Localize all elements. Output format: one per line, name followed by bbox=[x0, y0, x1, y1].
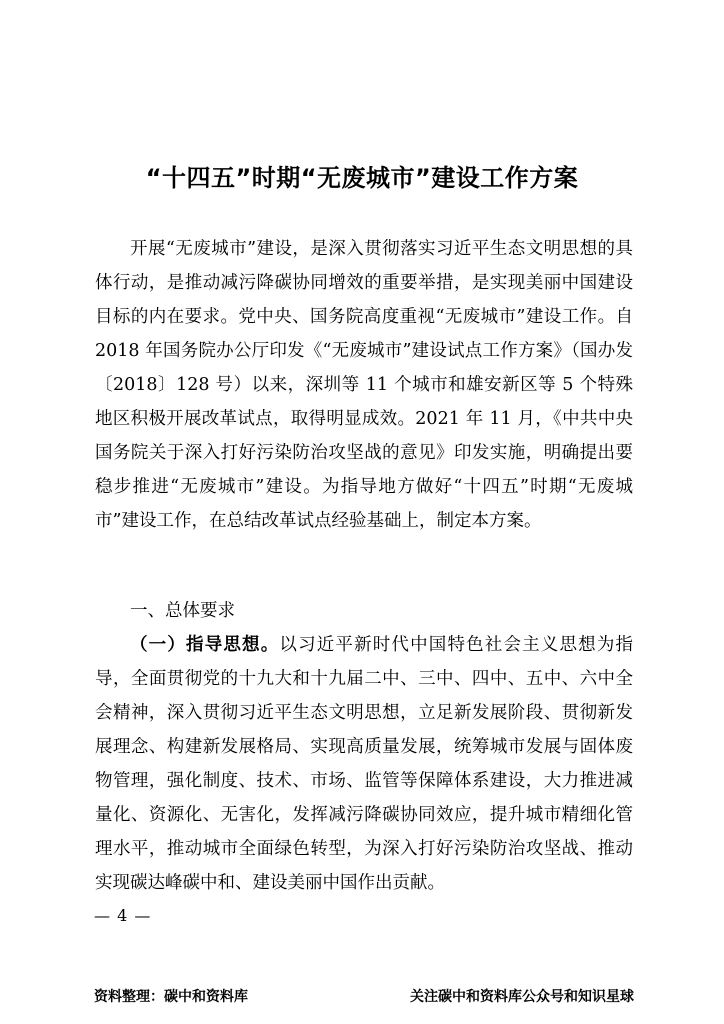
subsection-lead: （一）指导思想。 bbox=[130, 635, 280, 655]
footer-follow-note: 关注碳中和资料库公众号和知识星球 bbox=[410, 989, 634, 1005]
subsection-text: 以习近平新时代中国特色社会主义思想为指导，全面贯彻党的十九大和十九届二中、三中、四中、五中、六中全会精神，深入贯彻习近平生态文明思想，立足新发展阶段、贯彻新发展理念、构建新发展格局、实现高质量发展，统筹城市发展与固体废物管理，强化制度、技术、市场、监管等保障体系建设，大力推进减量化、资源化、无害化，发挥减污降碳协同效应，提升城市精细化管理水平，推动城市全面绿色转型，为深入打好污染防治攻坚战、推动实现碳达峰碳中和、建设美丽中国作出贡献。 bbox=[95, 635, 634, 893]
intro-paragraph: 开展“无废城市”建设，是深入贯彻落实习近平生态文明思想的具体行动，是推动减污降碳协同增效的重要举措，是实现美丽中国建设目标的内在要求。党中央、国务院高度重视“无废城市”建设工作。自 2018 年国务院办公厅印发《“无废城市”建设试点工作方案》（国办发〔2018〕128 号）以来，深圳等 11 个城市和雄安新区等 5 个特殊地区积极开展改革试点，取得明显成效。2021 年 11 月，《中共中央 国务院关于深入打好污染防治攻坚战的意见》印发实施，明确提出要稳步推进“无废城市”建设。为指导地方做好“十四五”时期“无废城市”建设工作，在总结改革试点经验基础上，制定本方案。 bbox=[95, 239, 633, 531]
section-heading: 一、总体要求 bbox=[130, 601, 235, 621]
footer-source-credit: 资料整理：碳中和资料库 bbox=[94, 989, 248, 1005]
guiding-principle-paragraph bbox=[95, 628, 633, 900]
document-title: “十四五”时期“无废城市”建设工作方案 bbox=[145, 164, 579, 192]
page-number: — 4 — bbox=[94, 906, 152, 925]
